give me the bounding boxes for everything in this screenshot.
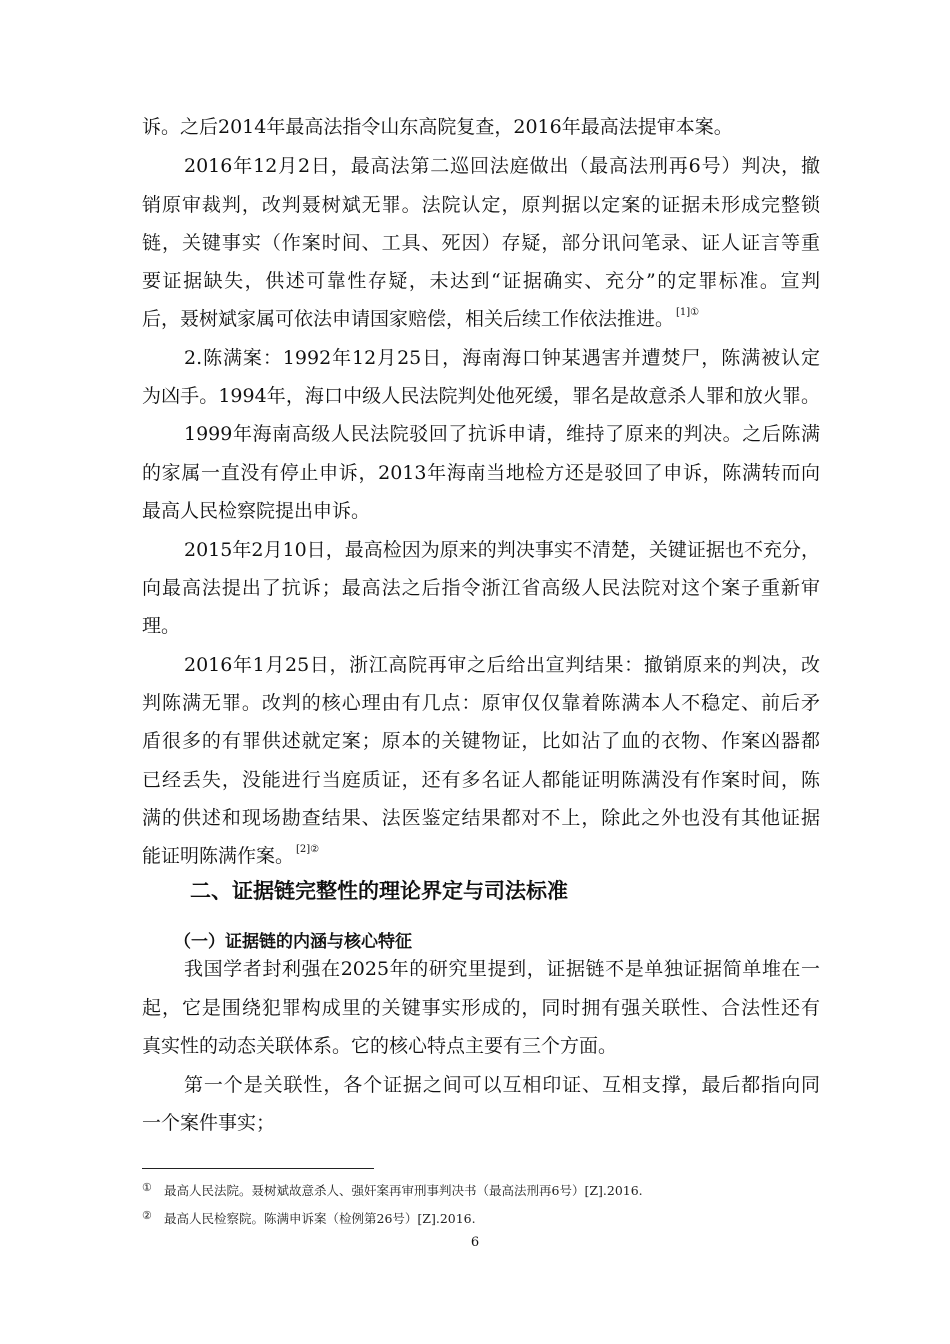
body-line: 能证明陈满作案。: [142, 845, 295, 867]
subsection-heading: （一）证据链的内涵与核心特征: [174, 932, 412, 952]
body-line: 2016年12月2日，最高法第二巡回法庭做出（最高法刑再6号）判决，撤: [184, 155, 820, 177]
footnote-text: 最高人民法院。聂树斌故意杀人、强奸案再审刑事判决书（最高法刑再6号）[Z].2016.: [164, 1183, 643, 1198]
body-line: 我国学者封利强在2025年的研究里提到，证据链不是单独证据简单堆在一: [184, 958, 820, 980]
body-line: 链，关键事实（作案时间、工具、死因）存疑，部分讯问笔录、证人证言等重: [142, 232, 820, 254]
body-line: 后，聂树斌家属可依法申请国家赔偿，相关后续工作依法推进。: [142, 308, 675, 330]
body-line: 一个案件事实；: [142, 1112, 276, 1134]
footnote-2: [142, 1210, 476, 1228]
page-number: 6: [470, 1235, 480, 1250]
body-line: 满的供述和现场勘查结果、法医鉴定结果都对不上，除此之外也没有其他证据: [142, 807, 820, 829]
body-line: 盾很多的有罪供述就定案；原本的关键物证，比如沾了血的衣物、作案凶器都: [142, 730, 820, 752]
body-line-with-footnote: [142, 843, 820, 869]
body-line: 销原审裁判，改判聂树斌无罪。法院认定，原判据以定案的证据未形成完整锁: [142, 194, 820, 216]
body-line: 理。: [142, 615, 181, 637]
footnote-text: 最高人民检察院。陈满申诉案（检例第26号）[Z].2016.: [164, 1211, 476, 1226]
body-line: 2016年1月25日，浙江高院再审之后给出宣判结果：撤销原来的判决，改: [184, 654, 820, 676]
body-line-with-footnote: [142, 306, 820, 332]
body-line: 2015年2月10日，最高检因为原来的判决事实不清楚，关键证据也不充分，: [184, 539, 820, 561]
body-line: 向最高法提出了抗诉；最高法之后指令浙江省高级人民法院对这个案子重新审: [142, 577, 820, 599]
body-line: 要证据缺失，供述可靠性存疑，未达到“证据确实、充分”的定罪标准。宣判: [142, 270, 820, 292]
body-line: 最高人民检察院提出申诉。: [142, 500, 371, 522]
section-heading: 二、证据链完整性的理论界定与司法标准: [190, 879, 568, 903]
footnote-mark: ①: [142, 1181, 152, 1194]
footnote-mark: ②: [142, 1209, 152, 1222]
body-line: 真实性的动态关联体系。它的核心特点主要有三个方面。: [142, 1035, 618, 1057]
body-line: 已经丢失，没能进行当庭质证，还有多名证人都能证明陈满没有作案时间，陈: [142, 769, 820, 791]
body-line: 的家属一直没有停止申诉，2013年海南当地检方还是驳回了申诉，陈满转而向: [142, 462, 820, 484]
body-line: 第一个是关联性，各个证据之间可以互相印证、互相支撑，最后都指向同: [184, 1074, 820, 1096]
footnote-ref-1[interactable]: [1]①: [676, 307, 700, 318]
footnote-ref-2[interactable]: [2]②: [296, 844, 320, 855]
body-line: 判陈满无罪。改判的核心理由有几点：原审仅仅靠着陈满本人不稳定、前后矛: [142, 692, 820, 714]
body-line: 为凶手。1994年，海口中级人民法院判处他死缓，罪名是故意杀人罪和放火罪。: [142, 385, 820, 407]
body-line: 2.陈满案：1992年12月25日，海南海口钟某遇害并遭焚尸，陈满被认定: [184, 347, 820, 369]
body-line: 诉。之后2014年最高法指令山东高院复查，2016年最高法提审本案。: [142, 116, 733, 138]
footnote-1: [142, 1182, 643, 1200]
body-line: 1999年海南高级人民法院驳回了抗诉申请，维持了原来的判决。之后陈满: [184, 423, 820, 445]
body-line: 起，它是围绕犯罪构成里的关键事实形成的，同时拥有强关联性、合法性还有: [142, 997, 820, 1019]
footnote-divider: [142, 1168, 374, 1169]
